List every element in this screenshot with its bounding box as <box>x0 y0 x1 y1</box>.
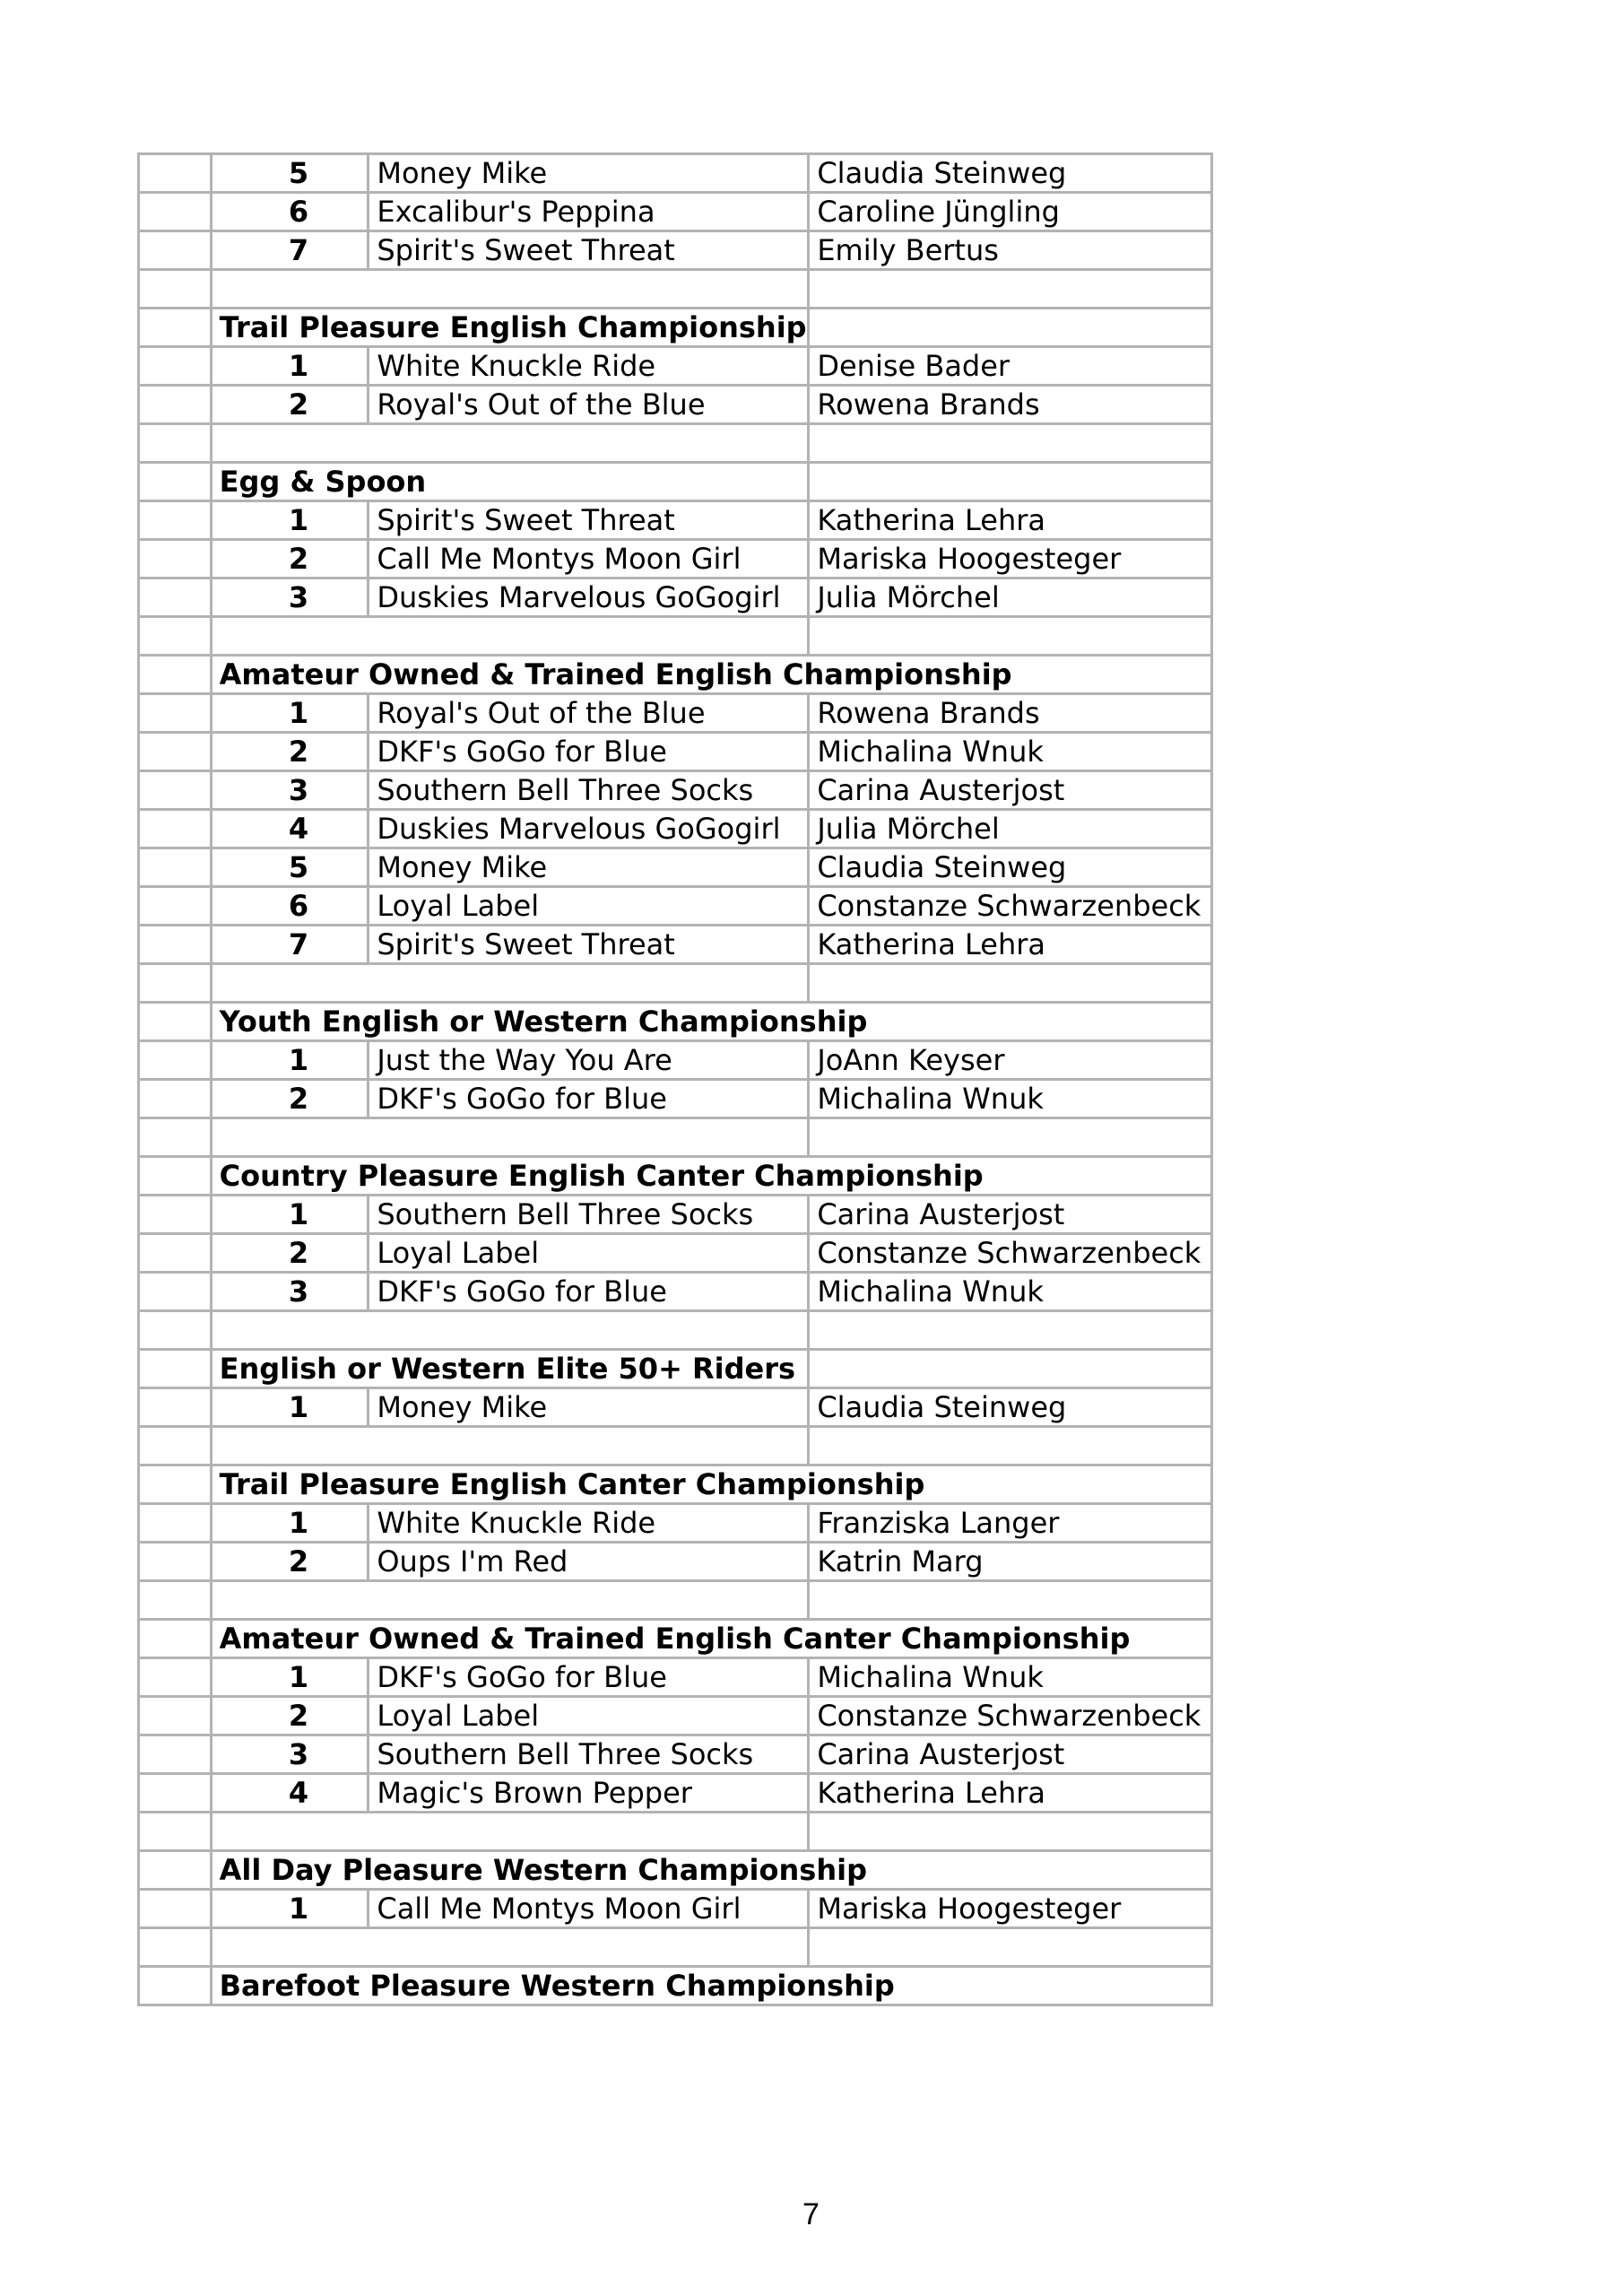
row-margin-cell <box>139 1118 212 1157</box>
empty-cell <box>809 1427 1212 1465</box>
result-row <box>139 1735 1212 1774</box>
row-margin-cell <box>139 771 212 810</box>
class-title: All Day Pleasure Western Championship <box>211 1851 1211 1890</box>
empty-cell <box>211 1581 809 1620</box>
result-row <box>139 347 1212 386</box>
rider-name-cell: Claudia Steinweg <box>809 154 1212 193</box>
row-margin-cell <box>139 1851 212 1890</box>
empty-cell <box>211 1813 809 1851</box>
rider-name-cell: Julia Mörchel <box>809 810 1212 848</box>
placing-cell: 3 <box>211 578 369 617</box>
rider-name-cell: Carina Austerjost <box>809 771 1212 810</box>
horse-name-cell: Loyal Label <box>369 1234 809 1273</box>
horse-name-cell: Just the Way You Are <box>369 1041 809 1080</box>
horse-name-cell: Spirit's Sweet Threat <box>369 231 809 270</box>
row-margin-cell <box>139 1620 212 1658</box>
placing-cell: 3 <box>211 1273 369 1311</box>
spacer-row <box>139 1118 1212 1157</box>
page-number: 7 <box>802 2197 820 2231</box>
rider-name-cell: Denise Bader <box>809 347 1212 386</box>
row-margin-cell <box>139 1581 212 1620</box>
result-row <box>139 154 1212 193</box>
placing-cell: 2 <box>211 1543 369 1581</box>
row-margin-cell <box>139 848 212 887</box>
class-title-row <box>139 1350 1212 1388</box>
result-row <box>139 501 1212 540</box>
row-margin-cell <box>139 887 212 926</box>
class-title: Country Pleasure English Canter Championship <box>211 1157 1211 1196</box>
horse-name-cell: Money Mike <box>369 848 809 887</box>
row-margin-cell <box>139 540 212 578</box>
class-title-row <box>139 1157 1212 1196</box>
rider-name-cell: Rowena Brands <box>809 386 1212 424</box>
class-title-row <box>139 1851 1212 1890</box>
row-margin-cell <box>139 1658 212 1697</box>
row-margin-cell <box>139 1967 212 2005</box>
rider-name-cell: Emily Bertus <box>809 231 1212 270</box>
rider-name-cell: Constanze Schwarzenbeck <box>809 1234 1212 1273</box>
placing-cell: 1 <box>211 1504 369 1543</box>
horse-name-cell: Oups I'm Red <box>369 1543 809 1581</box>
class-title-row <box>139 1465 1212 1504</box>
rider-name-cell: Constanze Schwarzenbeck <box>809 1697 1212 1735</box>
row-margin-cell <box>139 1311 212 1350</box>
row-margin-cell <box>139 154 212 193</box>
class-title-row <box>139 463 1212 501</box>
placing-cell: 7 <box>211 231 369 270</box>
row-margin-cell <box>139 231 212 270</box>
result-row <box>139 1273 1212 1311</box>
spacer-row <box>139 617 1212 656</box>
empty-cell <box>809 309 1212 347</box>
horse-name-cell: Money Mike <box>369 1388 809 1427</box>
row-margin-cell <box>139 347 212 386</box>
empty-cell <box>809 617 1212 656</box>
horse-name-cell: Duskies Marvelous GoGogirl <box>369 578 809 617</box>
row-margin-cell <box>139 1735 212 1774</box>
horse-name-cell: Call Me Montys Moon Girl <box>369 540 809 578</box>
horse-name-cell: Loyal Label <box>369 1697 809 1735</box>
row-margin-cell <box>139 1697 212 1735</box>
placing-cell: 4 <box>211 810 369 848</box>
row-margin-cell <box>139 270 212 309</box>
empty-cell <box>809 270 1212 309</box>
row-margin-cell <box>139 1080 212 1118</box>
horse-name-cell: Royal's Out of the Blue <box>369 386 809 424</box>
row-margin-cell <box>139 1504 212 1543</box>
row-margin-cell <box>139 1196 212 1234</box>
empty-cell <box>211 964 809 1003</box>
row-margin-cell <box>139 1041 212 1080</box>
rider-name-cell: Katrin Marg <box>809 1543 1212 1581</box>
result-row <box>139 733 1212 771</box>
rider-name-cell: Michalina Wnuk <box>809 733 1212 771</box>
result-row <box>139 771 1212 810</box>
horse-name-cell: DKF's GoGo for Blue <box>369 1658 809 1697</box>
row-margin-cell <box>139 1003 212 1041</box>
class-title: Barefoot Pleasure Western Championship <box>211 1967 1211 2005</box>
rider-name-cell: Katherina Lehra <box>809 926 1212 964</box>
horse-name-cell: Excalibur's Peppina <box>369 193 809 231</box>
result-row <box>139 386 1212 424</box>
empty-cell <box>809 1311 1212 1350</box>
placing-cell: 6 <box>211 193 369 231</box>
horse-name-cell: DKF's GoGo for Blue <box>369 733 809 771</box>
spacer-row <box>139 1928 1212 1967</box>
class-title: Trail Pleasure English Canter Championship <box>211 1465 1211 1504</box>
placing-cell: 5 <box>211 848 369 887</box>
row-margin-cell <box>139 1234 212 1273</box>
empty-cell <box>809 1928 1212 1967</box>
rider-name-cell: Michalina Wnuk <box>809 1658 1212 1697</box>
placing-cell: 2 <box>211 733 369 771</box>
empty-cell <box>809 1813 1212 1851</box>
horse-name-cell: Southern Bell Three Socks <box>369 771 809 810</box>
placing-cell: 3 <box>211 1735 369 1774</box>
rider-name-cell: Carina Austerjost <box>809 1196 1212 1234</box>
row-margin-cell <box>139 501 212 540</box>
placing-cell: 1 <box>211 1658 369 1697</box>
placing-cell: 2 <box>211 540 369 578</box>
empty-cell <box>211 1118 809 1157</box>
class-title: Youth English or Western Championship <box>211 1003 1211 1041</box>
result-row <box>139 578 1212 617</box>
rider-name-cell: Claudia Steinweg <box>809 1388 1212 1427</box>
result-row <box>139 1658 1212 1697</box>
row-margin-cell <box>139 1928 212 1967</box>
row-margin-cell <box>139 694 212 733</box>
spacer-row <box>139 1427 1212 1465</box>
rider-name-cell: Caroline Jüngling <box>809 193 1212 231</box>
row-margin-cell <box>139 309 212 347</box>
row-margin-cell <box>139 810 212 848</box>
placing-cell: 3 <box>211 771 369 810</box>
empty-cell <box>809 1118 1212 1157</box>
row-margin-cell <box>139 1890 212 1928</box>
result-row <box>139 1504 1212 1543</box>
placing-cell: 2 <box>211 1234 369 1273</box>
placing-cell: 2 <box>211 386 369 424</box>
class-title: Amateur Owned & Trained English Canter Championship <box>211 1620 1211 1658</box>
row-margin-cell <box>139 386 212 424</box>
placing-cell: 1 <box>211 1388 369 1427</box>
horse-name-cell: Southern Bell Three Socks <box>369 1735 809 1774</box>
row-margin-cell <box>139 1543 212 1581</box>
placing-cell: 2 <box>211 1080 369 1118</box>
rider-name-cell: Franziska Langer <box>809 1504 1212 1543</box>
result-row <box>139 231 1212 270</box>
class-title: English or Western Elite 50+ Riders <box>211 1350 809 1388</box>
row-margin-cell <box>139 926 212 964</box>
rider-name-cell: Carina Austerjost <box>809 1735 1212 1774</box>
rider-name-cell: JoAnn Keyser <box>809 1041 1212 1080</box>
rider-name-cell: Claudia Steinweg <box>809 848 1212 887</box>
result-row <box>139 1543 1212 1581</box>
empty-cell <box>809 1350 1212 1388</box>
result-row <box>139 1196 1212 1234</box>
result-row <box>139 1774 1212 1813</box>
spacer-row <box>139 270 1212 309</box>
result-row <box>139 1388 1212 1427</box>
empty-cell <box>809 964 1212 1003</box>
horse-name-cell: DKF's GoGo for Blue <box>369 1273 809 1311</box>
result-row <box>139 848 1212 887</box>
result-row <box>139 810 1212 848</box>
empty-cell <box>211 1427 809 1465</box>
rider-name-cell: Katherina Lehra <box>809 501 1212 540</box>
placing-cell: 1 <box>211 694 369 733</box>
placing-cell: 2 <box>211 1697 369 1735</box>
placing-cell: 7 <box>211 926 369 964</box>
result-row <box>139 926 1212 964</box>
rider-name-cell: Mariska Hoogesteger <box>809 1890 1212 1928</box>
horse-name-cell: Southern Bell Three Socks <box>369 1196 809 1234</box>
class-title-row <box>139 309 1212 347</box>
placing-cell: 1 <box>211 1196 369 1234</box>
horse-name-cell: Spirit's Sweet Threat <box>369 926 809 964</box>
result-row <box>139 887 1212 926</box>
horse-name-cell: DKF's GoGo for Blue <box>369 1080 809 1118</box>
class-title: Trail Pleasure English Championship <box>211 309 809 347</box>
row-margin-cell <box>139 463 212 501</box>
spacer-row <box>139 964 1212 1003</box>
horse-name-cell: White Knuckle Ride <box>369 1504 809 1543</box>
placing-cell: 1 <box>211 501 369 540</box>
horse-name-cell: Loyal Label <box>369 887 809 926</box>
result-row <box>139 540 1212 578</box>
empty-cell <box>809 463 1212 501</box>
result-row <box>139 1080 1212 1118</box>
placing-cell: 5 <box>211 154 369 193</box>
spacer-row <box>139 1581 1212 1620</box>
results-table <box>137 152 1213 2006</box>
horse-name-cell: Spirit's Sweet Threat <box>369 501 809 540</box>
horse-name-cell: Royal's Out of the Blue <box>369 694 809 733</box>
row-margin-cell <box>139 1813 212 1851</box>
placing-cell: 4 <box>211 1774 369 1813</box>
row-margin-cell <box>139 578 212 617</box>
row-margin-cell <box>139 733 212 771</box>
empty-cell <box>809 1581 1212 1620</box>
row-margin-cell <box>139 1465 212 1504</box>
result-row <box>139 1041 1212 1080</box>
rider-name-cell: Constanze Schwarzenbeck <box>809 887 1212 926</box>
placing-cell: 1 <box>211 1890 369 1928</box>
placing-cell: 1 <box>211 347 369 386</box>
rider-name-cell: Rowena Brands <box>809 694 1212 733</box>
result-row <box>139 694 1212 733</box>
placing-cell: 1 <box>211 1041 369 1080</box>
row-margin-cell <box>139 1388 212 1427</box>
row-margin-cell <box>139 424 212 463</box>
spacer-row <box>139 1311 1212 1350</box>
empty-cell <box>211 270 809 309</box>
row-margin-cell <box>139 1157 212 1196</box>
row-margin-cell <box>139 964 212 1003</box>
row-margin-cell <box>139 1774 212 1813</box>
class-title-row <box>139 1620 1212 1658</box>
rider-name-cell: Mariska Hoogesteger <box>809 540 1212 578</box>
horse-name-cell: Call Me Montys Moon Girl <box>369 1890 809 1928</box>
row-margin-cell <box>139 1273 212 1311</box>
horse-name-cell: Magic's Brown Pepper <box>369 1774 809 1813</box>
rider-name-cell: Julia Mörchel <box>809 578 1212 617</box>
placing-cell: 6 <box>211 887 369 926</box>
horse-name-cell: Duskies Marvelous GoGogirl <box>369 810 809 848</box>
empty-cell <box>211 1928 809 1967</box>
empty-cell <box>211 1311 809 1350</box>
spacer-row <box>139 424 1212 463</box>
class-title-row <box>139 1967 1212 2005</box>
empty-cell <box>211 617 809 656</box>
result-row <box>139 1234 1212 1273</box>
class-title-row <box>139 656 1212 694</box>
results-table-body <box>139 154 1212 2005</box>
row-margin-cell <box>139 1427 212 1465</box>
class-title-row <box>139 1003 1212 1041</box>
horse-name-cell: White Knuckle Ride <box>369 347 809 386</box>
result-row <box>139 1890 1212 1928</box>
row-margin-cell <box>139 656 212 694</box>
result-row <box>139 193 1212 231</box>
row-margin-cell <box>139 617 212 656</box>
row-margin-cell <box>139 1350 212 1388</box>
rider-name-cell: Michalina Wnuk <box>809 1080 1212 1118</box>
rider-name-cell: Michalina Wnuk <box>809 1273 1212 1311</box>
class-title: Egg & Spoon <box>211 463 809 501</box>
spacer-row <box>139 1813 1212 1851</box>
class-title: Amateur Owned & Trained English Championship <box>211 656 1211 694</box>
rider-name-cell: Katherina Lehra <box>809 1774 1212 1813</box>
horse-name-cell: Money Mike <box>369 154 809 193</box>
result-row <box>139 1697 1212 1735</box>
empty-cell <box>809 424 1212 463</box>
row-margin-cell <box>139 193 212 231</box>
empty-cell <box>211 424 809 463</box>
